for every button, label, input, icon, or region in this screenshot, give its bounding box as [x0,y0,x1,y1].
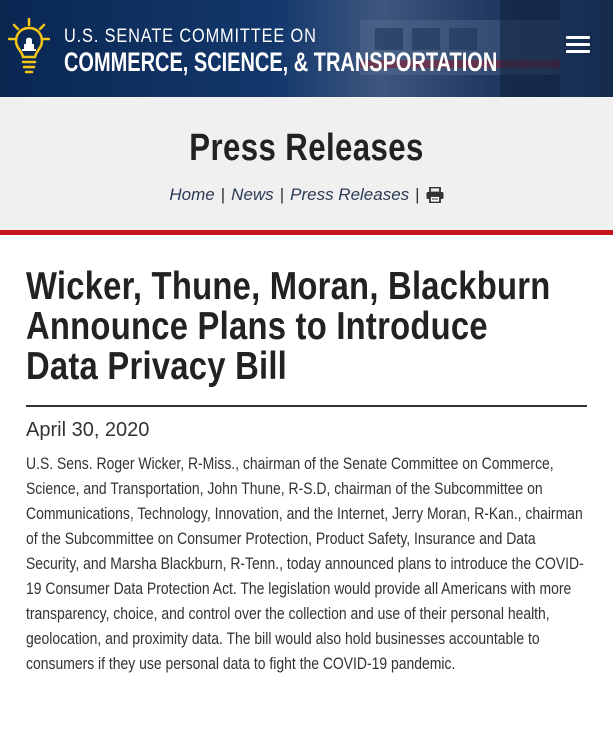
breadcrumb-news-link[interactable]: News [231,185,274,204]
breadcrumb [0,185,613,205]
breadcrumb-press-releases-link[interactable]: Press Releases [290,185,410,204]
lightbulb-capitol-icon[interactable] [8,18,50,78]
committee-name-line2: COMMERCE, SCIENCE, & TRANSPORTATION [64,47,498,77]
breadcrumb-separator: | [279,185,285,204]
page-title-band [0,97,613,230]
breadcrumb-home-link[interactable]: Home [169,185,215,204]
site-header [0,0,613,97]
accent-divider-bar [0,230,613,235]
breadcrumb-separator: | [415,185,420,204]
hamburger-menu-icon[interactable] [566,36,590,58]
press-release-article [0,267,613,677]
breadcrumb-separator: | [220,185,226,204]
article-headline: Wicker, Thune, Moran, Blackburn Announce Plans to Introduce Data Privacy Bill [26,265,551,388]
committee-name-line1: U.S. SENATE COMMITTEE ON [64,26,317,47]
headline-divider [26,405,587,407]
page-title: Press Releases [189,127,424,169]
print-icon[interactable] [426,187,444,203]
article-body: U.S. Sens. Roger Wicker, R-Miss., chairman of the Senate Committee on Commerce, Science, and Transportation, John Thune, R-S.D, chairman of the Subcommittee on Communications, Technology, Innovation, and the Internet, Jerry Moran, R-Kan., chairman of the Subcommittee on Consumer Protection, Product Safety, Insurance and Data Security, and Marsha Blackburn, R-Tenn., today announced plans to introduce the COVID-19 Consumer Data Protection Act. The legislation would provide all Americans with more transparency, choice, and control over the collection and use of their personal health, geolocation, and proximity data. The bill would also hold businesses accountable to consumers if they use personal data to fight the COVID-19 pandemic. [26,455,584,673]
article-date: April 30, 2020 [26,419,150,441]
